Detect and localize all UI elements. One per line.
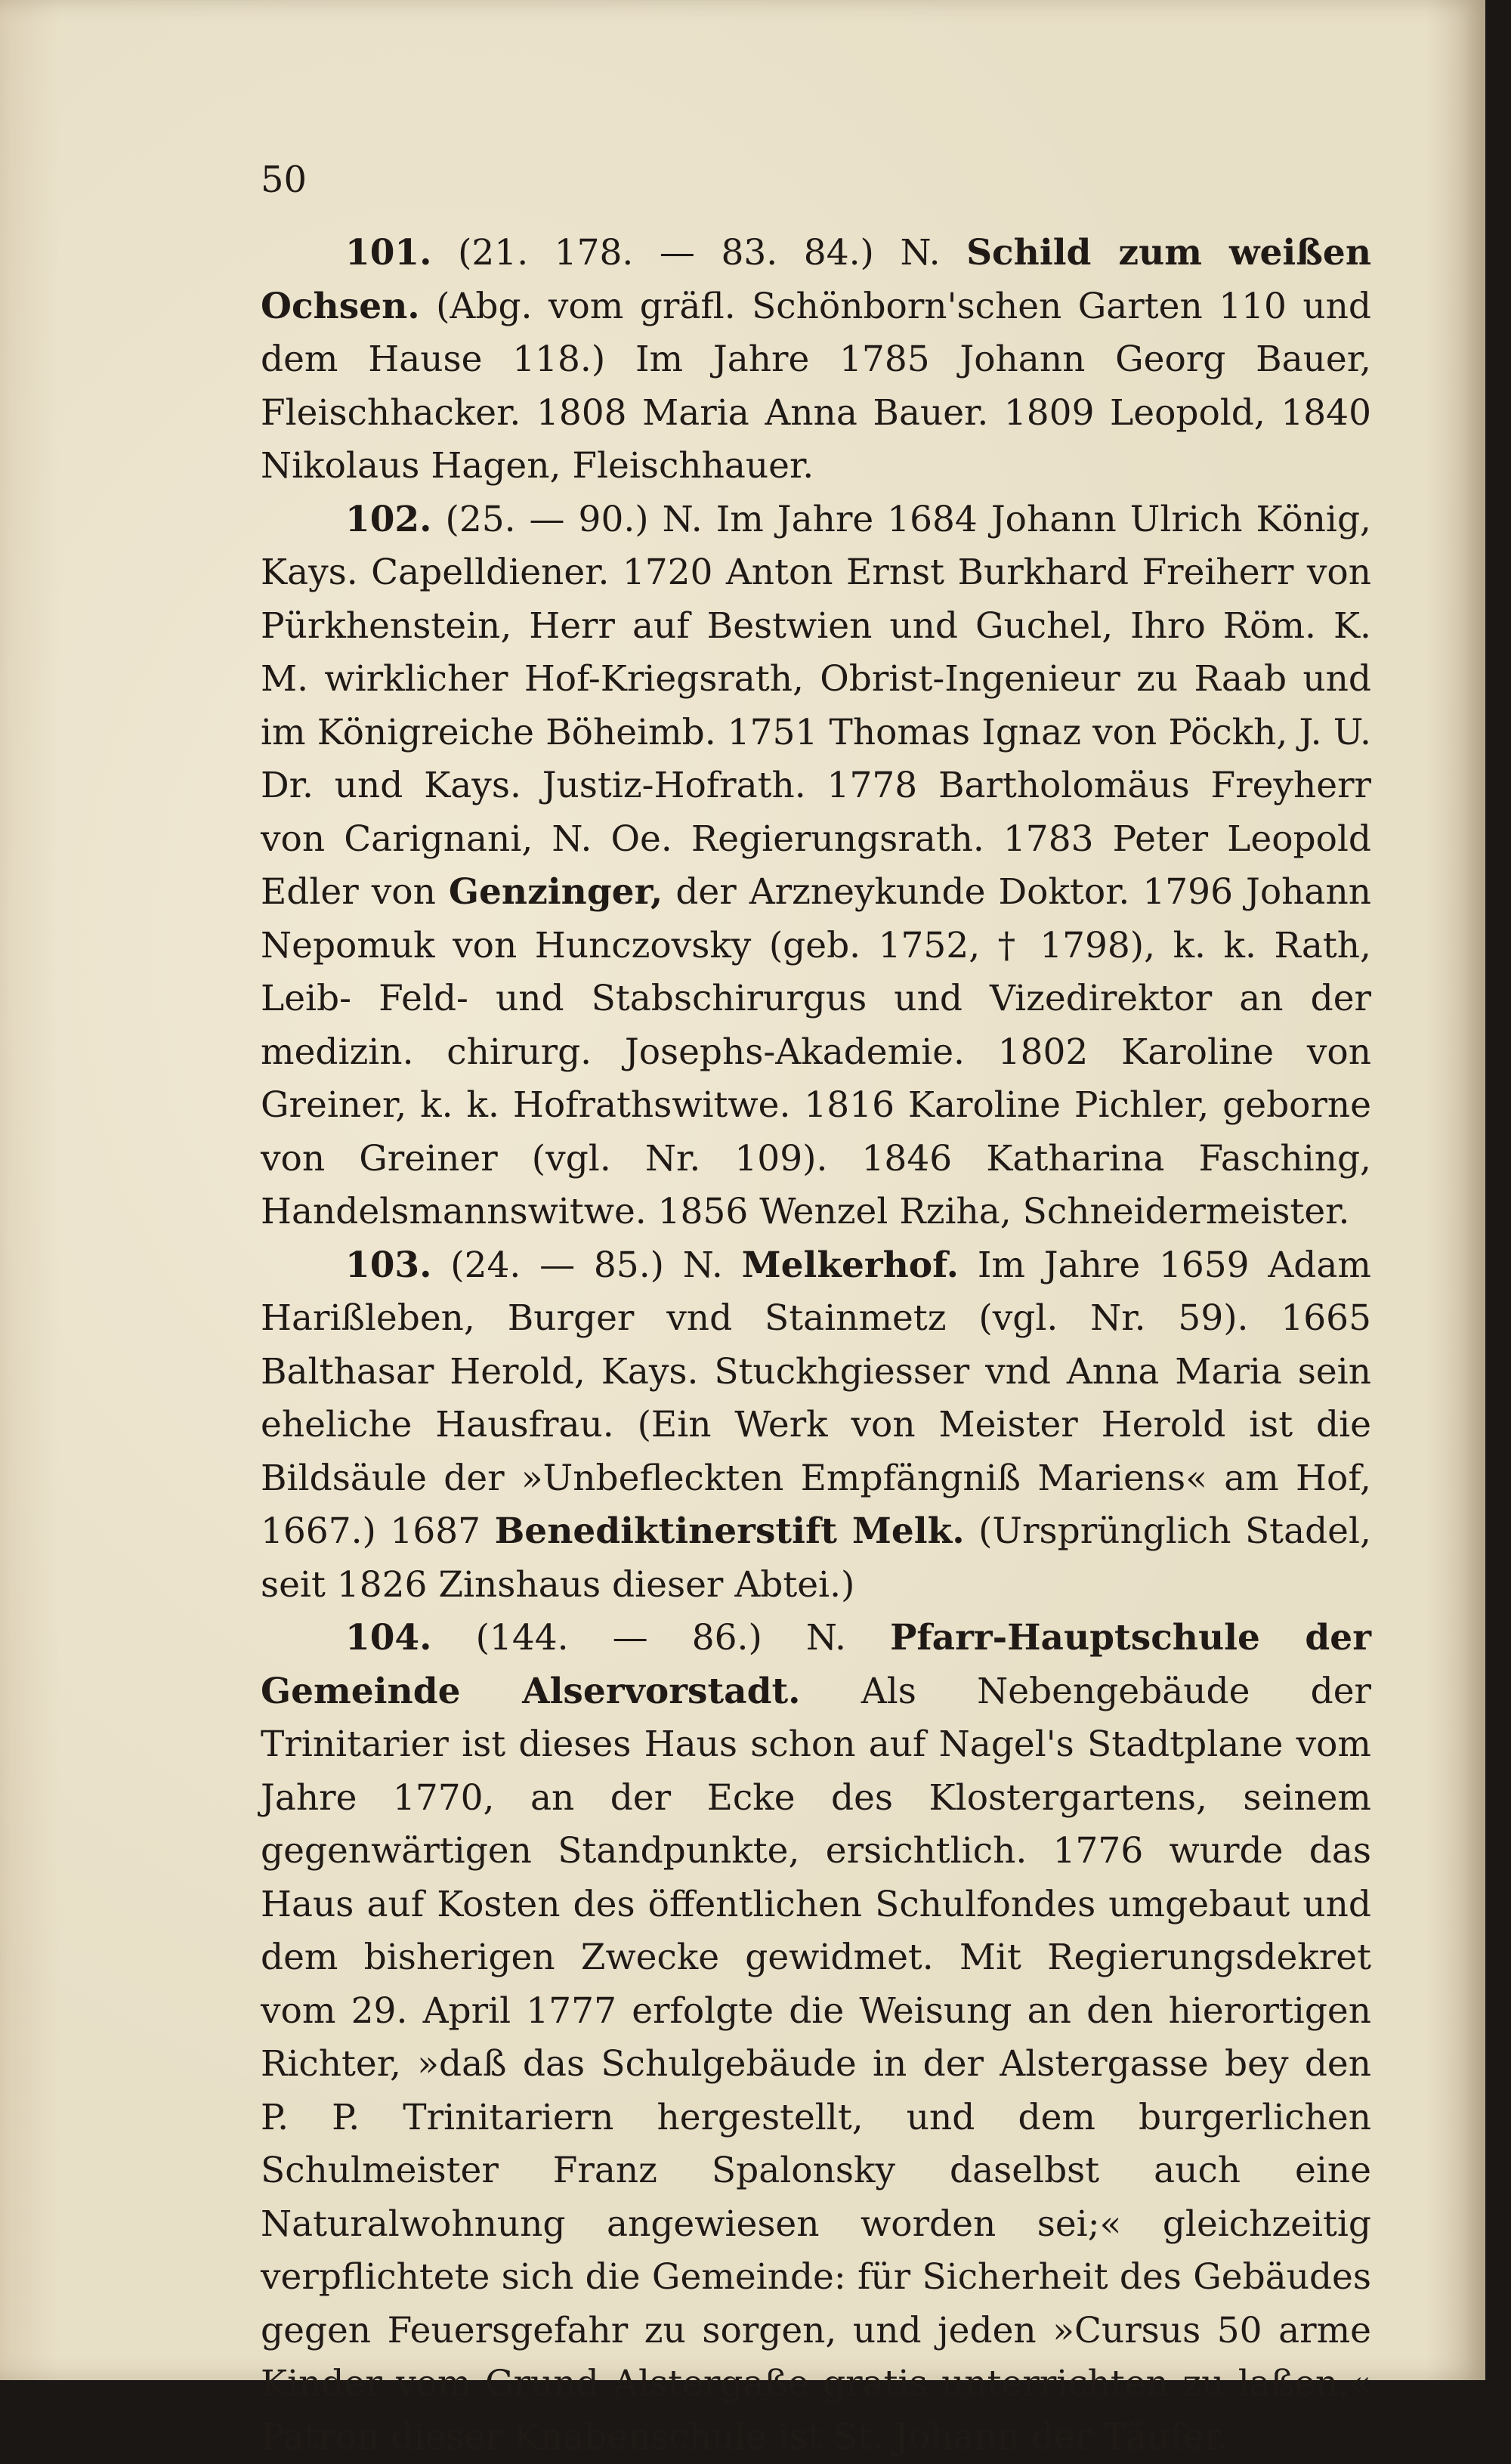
entry-title: Melkerhof. xyxy=(741,1244,959,1286)
entry-102 xyxy=(261,493,1371,1239)
page-number: 50 xyxy=(261,159,307,201)
entry-reference: (144. — 86.) N. xyxy=(475,1617,846,1659)
entry-reference: (24. — 85.) N. xyxy=(450,1244,723,1286)
entry-body: Als Nebengebäude der Trinitarier ist dieses Haus schon auf Nagel's Stadtplane vom Jahre 1770, an der Ecke des Klostergartens, seinem gegenwärtigen Standpunkte, ersichtlich. 1776 wurde das Haus auf Kosten des öffentlichen Schulfondes umgebaut und dem bisherigen Zwecke gewidmet. Mit Regierungsdekret vom 29. April 1777 erfolgte die Weisung an den hierortigen Richter, »daß das Schulgebäude in der Alstergasse bey den P. P. Trinitariern hergestellt, und dem burgerlichen Schulmeister Franz Spalonsky daselbst auch eine Naturalwohnung angewiesen worden sei;« gleichzeitig verpflichtete sich die Gemeinde: für Sicherheit des Gebäudes gegen Feuersgefahr zu sorgen, und jeden »Cursus 50 arme Kinder vom Grund Alstergaße gratis unterrichten zu laßen.« Patron dieser Knabenschule ist St. Johann der Täufer. xyxy=(261,1670,1371,2458)
entry-body-part-2: (Ursprünglich Stadel, seit 1826 Zinshaus dieser Abtei.) xyxy=(261,1510,1371,1606)
entry-body-part-1: Im Jahre 1684 Johann Ulrich König, Kays. Capelldiener. 1720 Anton Ernst Burkhard Freiherr von Pürkhenstein, Herr auf Bestwien und Guchel, Ihro Röm. K. M. wirklicher Hof-Kriegsrath, Obrist-Ingenieur zu Raab und im Königreiche Böheimb. 1751 Thomas Ignaz von Pöckh, J. U. Dr. und Kays. Justiz-Hofrath. 1778 Bartholomäus Freyherr von Carignani, N. Oe. Regierungsrath. 1783 Peter Leopold Edler von xyxy=(261,498,1371,913)
page-text xyxy=(261,227,1371,2464)
entry-reference: (25. — 90.) N. xyxy=(445,498,703,540)
entry-reference: (21. 178. — 83. 84.) N. xyxy=(458,232,941,274)
entry-bold-name: Genzinger, xyxy=(448,871,663,913)
entry-body: (Abg. vom gräfl. Schönborn'schen Garten 110 und dem Hause 118.) Im Jahre 1785 Johann Georg Bauer, Fleischhacker. 1808 Maria Anna Bauer. 1809 Leopold, 1840 Nikolaus Hagen, Fleischhauer. xyxy=(261,285,1371,487)
entry-number: 101. xyxy=(345,232,432,274)
entry-number: 104. xyxy=(345,1617,432,1659)
entry-title: Schild zum weißen Ochsen. xyxy=(261,232,1371,327)
entry-body-part-2: der Arzneykunde Doktor. 1796 Johann Nepomuk von Hunczovsky (geb. 1752, † 1798), k. k. Rath, Leib- Feld- und Stabschirurgus und Vizedirektor an der medizin. chirurg. Josephs-Akademie. 1802 Karoline von Greiner, k. k. Hofrathswitwe. 1816 Karoline Pichler, geborne von Greiner (vgl. Nr. 109). 1846 Katharina Fasching, Handelsmannswitwe. 1856 Wenzel Rziha, Schneidermeister. xyxy=(261,871,1371,1232)
entry-title: Pfarr-Hauptschule der Gemeinde Alservorstadt. xyxy=(261,1617,1371,1712)
entry-104 xyxy=(261,1612,1371,2464)
entry-bold-name: Benediktinerstift Melk. xyxy=(494,1510,965,1552)
entry-101 xyxy=(261,227,1371,493)
entry-103 xyxy=(261,1239,1371,1612)
entry-number: 103. xyxy=(345,1244,432,1286)
entry-number: 102. xyxy=(345,498,432,540)
entry-body-part-1: Im Jahre 1659 Adam Harißleben, Burger vnd Stainmetz (vgl. Nr. 59). 1665 Balthasar Herold, Kays. Stuckhgiesser vnd Anna Maria sein eheliche Hausfrau. (Ein Werk von Meister Herold ist die Bildsäule der »Unbefleckten Empfängniß Mariens« am Hof, 1667.) 1687 xyxy=(261,1244,1371,1552)
